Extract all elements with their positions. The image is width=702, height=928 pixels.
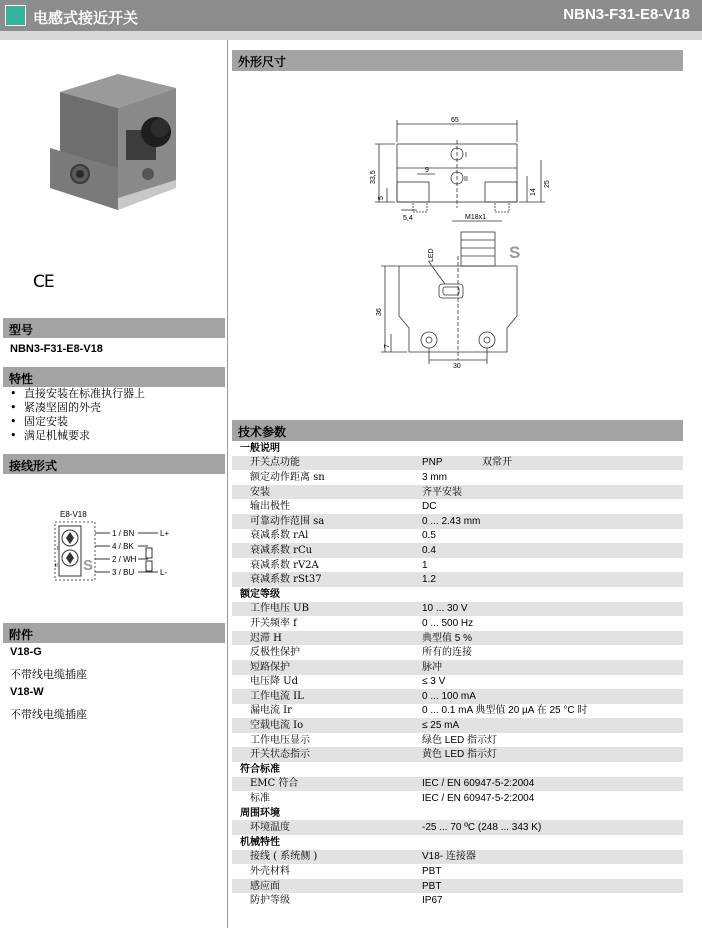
spec-row xyxy=(232,558,683,573)
spec-key: 工作电压 UB xyxy=(250,603,309,615)
spec-key: 衰减系数 rCu xyxy=(250,544,313,556)
spec-key: 空载电流 Io xyxy=(250,720,304,732)
spec-value: DC xyxy=(422,501,437,513)
features-section-head: 特性 xyxy=(3,367,225,387)
spec-group-head: 一般说明 xyxy=(232,441,683,456)
spec-value: 1 xyxy=(422,559,428,571)
wiring-s-label: S xyxy=(83,557,94,574)
wiring-title: E8-V18 xyxy=(60,510,87,519)
spec-value: 0 ... 0.1 mA 典型值 20 µA 在 25 °C 时 xyxy=(422,705,588,717)
spec-row xyxy=(232,543,683,558)
brand-square-icon xyxy=(5,5,26,26)
dim-5-4: 5,4 xyxy=(403,215,413,222)
spec-value: 3 mm xyxy=(422,471,447,483)
spec-key: 开关点功能 xyxy=(250,457,300,469)
header-subbar xyxy=(0,31,702,40)
spec-key: 输出极性 xyxy=(250,501,290,513)
wiring-pin-2: 2 / WH xyxy=(112,555,137,564)
spec-row xyxy=(232,879,683,894)
dim-7: 7 xyxy=(384,344,391,348)
specs-section-head: 技术参数 xyxy=(232,420,683,441)
specs-table xyxy=(232,441,683,908)
spec-row xyxy=(232,893,683,908)
spec-key: 标准 xyxy=(250,793,270,805)
spec-row xyxy=(232,616,683,631)
wiring-roman-1: I xyxy=(57,546,59,552)
spec-value: PNP xyxy=(422,457,443,469)
spec-key: 外壳材料 xyxy=(250,866,290,878)
spec-row xyxy=(232,777,683,792)
wiring-lminus: L- xyxy=(160,568,168,577)
features-list xyxy=(10,387,145,443)
spec-value: 0 ... 500 Hz xyxy=(422,617,474,629)
spec-group-head: 周围环境 xyxy=(232,806,683,821)
spec-row xyxy=(232,689,683,704)
spec-value: -25 ... 70 ºC (248 ... 343 K) xyxy=(422,822,542,834)
spec-key: 反极性保护 xyxy=(250,647,300,659)
wiring-lplus: L+ xyxy=(160,529,170,538)
spec-value: PBT xyxy=(422,866,442,878)
dim-36: 36 xyxy=(376,308,383,316)
dim-roman-1: I xyxy=(465,152,467,159)
dim-5: 5 xyxy=(378,196,385,200)
spec-row xyxy=(232,850,683,865)
spec-value: 0.4 xyxy=(422,544,436,556)
spec-row xyxy=(232,718,683,733)
spec-value: 0.5 xyxy=(422,530,436,542)
model-value: NBN3-F31-E8-V18 xyxy=(10,343,103,355)
spec-row xyxy=(232,645,683,660)
spec-key: 衰减系数 rV2A xyxy=(250,559,319,571)
wiring-pin-4: 4 / BK xyxy=(112,542,134,551)
spec-value: 10 ... 30 V xyxy=(422,603,468,615)
spec-value: PBT xyxy=(422,880,442,892)
feature-item: • 直接安装在标准执行器上 xyxy=(10,387,145,401)
dim-thread: M18x1 xyxy=(465,214,487,221)
dimensions-section-head: 外形尺寸 xyxy=(232,50,683,71)
spec-row xyxy=(232,631,683,646)
spec-row xyxy=(232,499,683,514)
feature-item: • 满足机械要求 xyxy=(10,429,145,443)
accessory-name: V18-G xyxy=(10,646,42,658)
dim-65: 65 xyxy=(451,117,459,124)
wiring-roman-2: II xyxy=(55,563,58,569)
dimension-drawing xyxy=(357,116,567,370)
dim-roman-2: II xyxy=(464,176,468,183)
page-title: 电感式接近开关 xyxy=(33,10,139,27)
spec-row xyxy=(232,747,683,762)
spec-row xyxy=(232,514,683,529)
spec-value: 0 ... 2.43 mm xyxy=(422,515,481,527)
spec-key: 工作电压显示 xyxy=(250,734,310,746)
spec-value: ≤ 25 mA xyxy=(422,720,460,732)
dim-s-label: S xyxy=(509,243,521,262)
spec-row xyxy=(232,675,683,690)
accessory-name: V18-W xyxy=(10,686,44,698)
spec-value: ≤ 3 V xyxy=(422,676,446,688)
spec-value: V18- 连接器 xyxy=(422,851,476,863)
spec-row xyxy=(232,470,683,485)
spec-row xyxy=(232,485,683,500)
accessories-section-head: 附件 xyxy=(3,623,225,643)
model-number: NBN3-F31-E8-V18 xyxy=(563,6,690,23)
spec-key: 可靠动作范围 sa xyxy=(250,515,325,527)
dim-led: LED xyxy=(428,248,435,262)
spec-row xyxy=(232,572,683,587)
spec-key: 迟滞 H xyxy=(250,632,282,644)
dim-14: 14 xyxy=(530,188,537,196)
spec-key: 漏电流 Ir xyxy=(250,705,292,717)
spec-row xyxy=(232,456,683,471)
spec-row xyxy=(232,791,683,806)
left-column xyxy=(0,40,228,928)
wiring-section-head: 接线形式 xyxy=(3,454,225,474)
spec-value: 脉冲 xyxy=(422,661,442,673)
spec-value: 0 ... 100 mA xyxy=(422,690,476,702)
accessory-desc: 不带线电缆插座 xyxy=(10,708,87,721)
spec-value: IEC / EN 60947-5-2:2004 xyxy=(422,778,535,790)
ce-mark: CE xyxy=(33,272,54,292)
feature-item: • 紧凑坚固的外壳 xyxy=(10,401,145,415)
dim-33-5: 33,5 xyxy=(370,170,377,184)
page-header xyxy=(0,0,702,31)
spec-value: IEC / EN 60947-5-2:2004 xyxy=(422,793,535,805)
spec-row xyxy=(232,733,683,748)
spec-row xyxy=(232,660,683,675)
spec-key: 接线 ( 系统侧 ) xyxy=(250,851,318,863)
spec-value-extra: 双常开 xyxy=(482,457,512,469)
spec-key: 环境温度 xyxy=(250,822,290,834)
spec-value: IP67 xyxy=(422,895,443,907)
spec-group-head: 机械特性 xyxy=(232,835,683,850)
spec-group-head: 额定等级 xyxy=(232,587,683,602)
model-section-head: 型号 xyxy=(3,318,225,338)
spec-key: 开关频率 f xyxy=(250,617,297,629)
spec-key: 短路保护 xyxy=(250,661,290,673)
spec-key: 感应面 xyxy=(250,880,280,892)
spec-key: 电压降 Ud xyxy=(250,676,299,688)
spec-value: 黄色 LED 指示灯 xyxy=(422,749,498,761)
spec-key: 工作电流 IL xyxy=(250,690,304,702)
accessory-desc: 不带线电缆插座 xyxy=(10,668,87,681)
spec-value: 典型值 5 % xyxy=(422,632,473,644)
dim-9: 9 xyxy=(425,167,429,174)
wiring-pin-3: 3 / BU xyxy=(112,568,135,577)
spec-row xyxy=(232,820,683,835)
spec-key: 额定动作距离 sn xyxy=(250,471,325,483)
spec-row xyxy=(232,529,683,544)
dim-25: 25 xyxy=(544,180,551,188)
wiring-diagram xyxy=(50,505,190,585)
spec-key: 安装 xyxy=(250,486,270,498)
spec-value: 绿色 LED 指示灯 xyxy=(422,734,498,746)
wiring-pin-1: 1 / BN xyxy=(112,529,135,538)
spec-group-head: 符合标准 xyxy=(232,762,683,777)
spec-key: 开关状态指示 xyxy=(250,749,310,761)
spec-value: 齐平安装 xyxy=(422,486,462,498)
spec-value: 所有的连接 xyxy=(422,647,472,659)
spec-row xyxy=(232,602,683,617)
spec-row xyxy=(232,704,683,719)
product-photo xyxy=(48,70,186,215)
spec-value: 1.2 xyxy=(422,574,436,586)
spec-key: 防护等级 xyxy=(250,895,290,907)
dim-30: 30 xyxy=(453,363,461,370)
spec-row xyxy=(232,864,683,879)
spec-key: 衰减系数 rAl xyxy=(250,530,309,542)
feature-item: • 固定安装 xyxy=(10,415,145,429)
spec-key: 衰减系数 rSt37 xyxy=(250,574,322,586)
spec-key: EMC 符合 xyxy=(250,778,299,790)
